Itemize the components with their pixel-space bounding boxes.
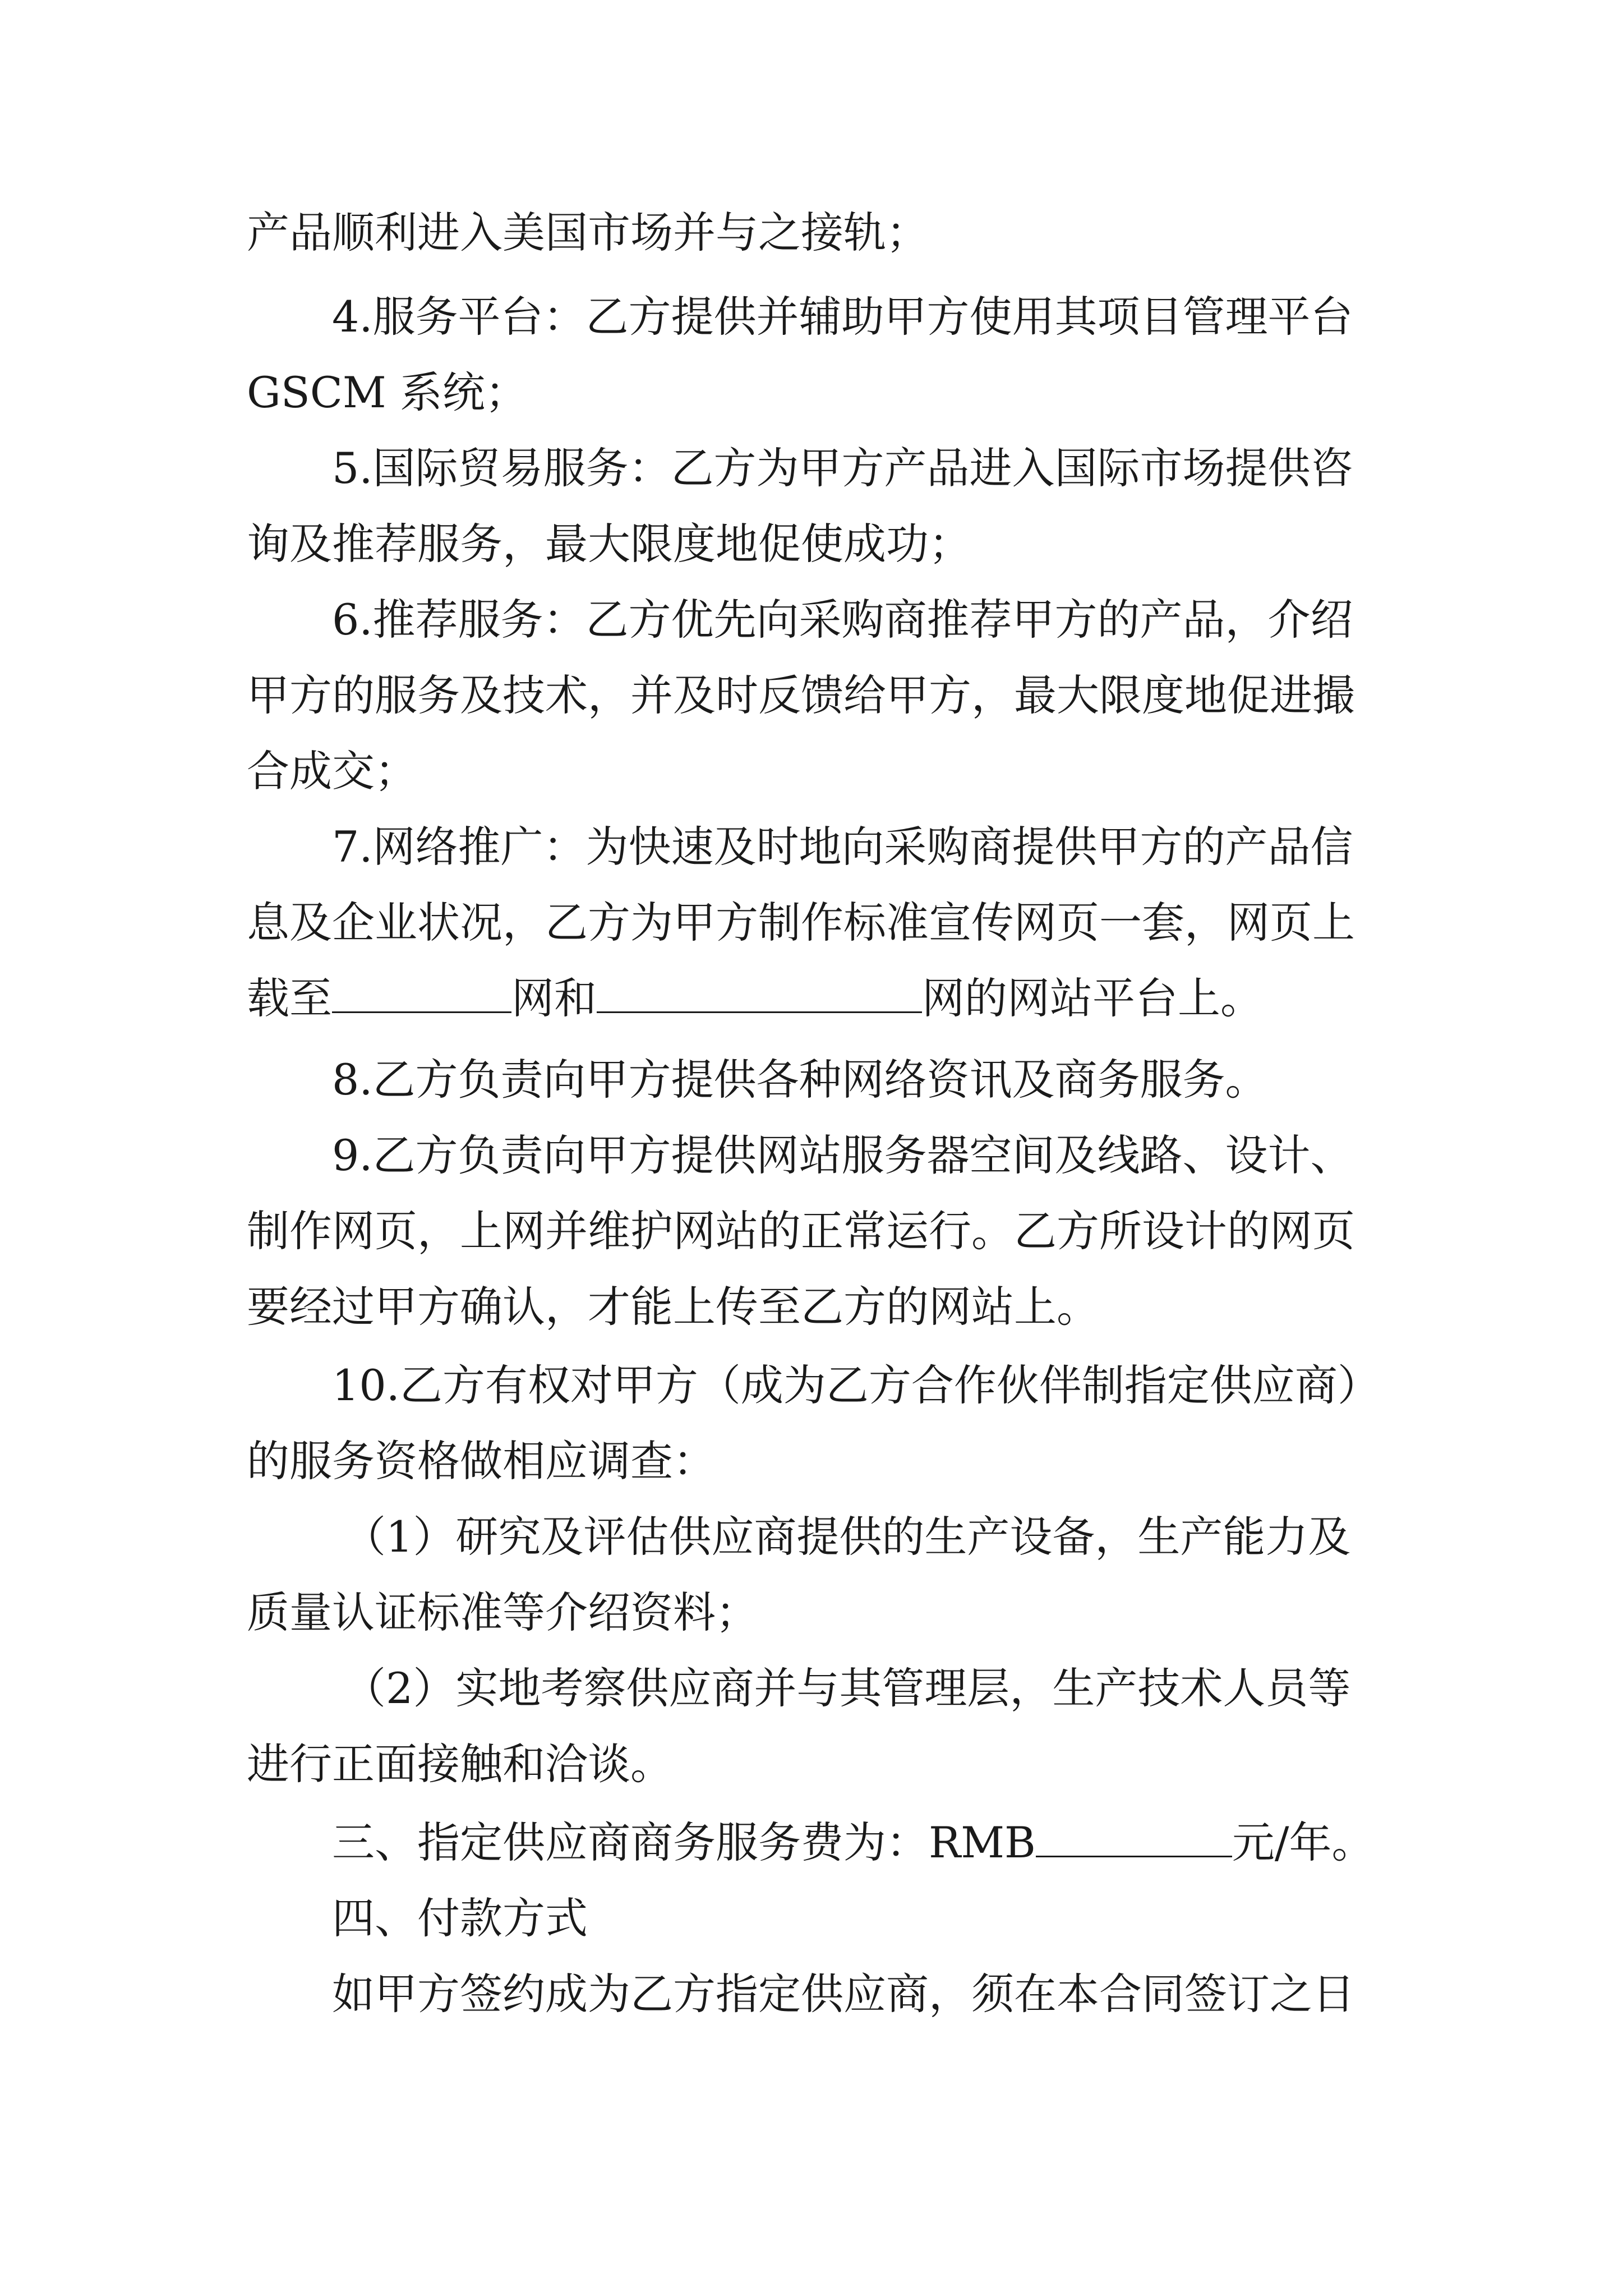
text-line: GSCM 系统； <box>247 367 528 417</box>
text-fragment: 网和 <box>511 973 597 1023</box>
text-line: 制作网页，上网并维护网站的正常运行。乙方所设计的网页 <box>247 1206 1355 1256</box>
clause-8-heading: 8.乙方负责向甲方提供各种网络资讯及商务服务。 <box>332 1055 1268 1105</box>
section-3-heading <box>332 1809 1381 1876</box>
text-fragment: 元/年。 <box>1232 1818 1375 1867</box>
text-fragment: 三、指定供应商商务服务费为：RMB <box>332 1818 1036 1867</box>
text-line: 甲方的服务及技术，并及时反馈给甲方，最大限度地促进撮 <box>247 670 1355 720</box>
fill-in-blank[interactable] <box>1036 1816 1232 1857</box>
text-fragment: 载至 <box>247 973 332 1023</box>
clause-6-heading: 6.推荐服务：乙方优先向采购商推荐甲方的产品，介绍 <box>332 595 1353 645</box>
clause-4-heading: 4.服务平台：乙方提供并辅助甲方使用其项目管理平台 <box>332 292 1353 342</box>
text-line: 询及推荐服务，最大限度地促使成功； <box>247 519 971 569</box>
clause-5-heading: 5.国际贸易服务：乙方为甲方产品进入国际市场提供咨 <box>332 443 1353 493</box>
clause-10-heading: 10.乙方有权对甲方（成为乙方合作伙伴制指定供应商） <box>332 1360 1380 1410</box>
text-line: 要经过甲方确认，才能上传至乙方的网站上。 <box>247 1282 1099 1332</box>
text-line: 进行正面接触和洽谈。 <box>247 1739 673 1789</box>
text-line-with-blanks <box>247 965 1380 1032</box>
text-line: 息及企业状况，乙方为甲方制作标准宣传网页一套，网页上 <box>247 898 1355 947</box>
section-4-heading: 四、付款方式 <box>332 1893 588 1943</box>
clause-7-heading: 7.网络推广：为快速及时地向采购商提供甲方的产品信 <box>332 822 1353 872</box>
text-fragment: 网的网站平台上。 <box>922 973 1263 1023</box>
text-line: 的服务资格做相应调查： <box>247 1436 716 1486</box>
clause-9-heading: 9.乙方负责向甲方提供网站服务器空间及线路、设计、 <box>332 1130 1353 1180</box>
text-line: 如甲方签约成为乙方指定供应商，须在本合同签订之日 <box>332 1969 1355 2019</box>
text-line: 合成交； <box>247 746 417 796</box>
text-line: 质量认证标准等介绍资料； <box>247 1588 758 1637</box>
sub-item-2: （2）实地考察供应商并与其管理层，生产技术人员等 <box>343 1663 1351 1713</box>
fill-in-blank[interactable] <box>332 972 511 1013</box>
sub-item-1: （1）研究及评估供应商提供的生产设备，生产能力及 <box>343 1512 1351 1562</box>
fill-in-blank[interactable] <box>597 972 922 1013</box>
text-line: 产品顺利进入美国市场并与之接轨； <box>247 208 929 257</box>
